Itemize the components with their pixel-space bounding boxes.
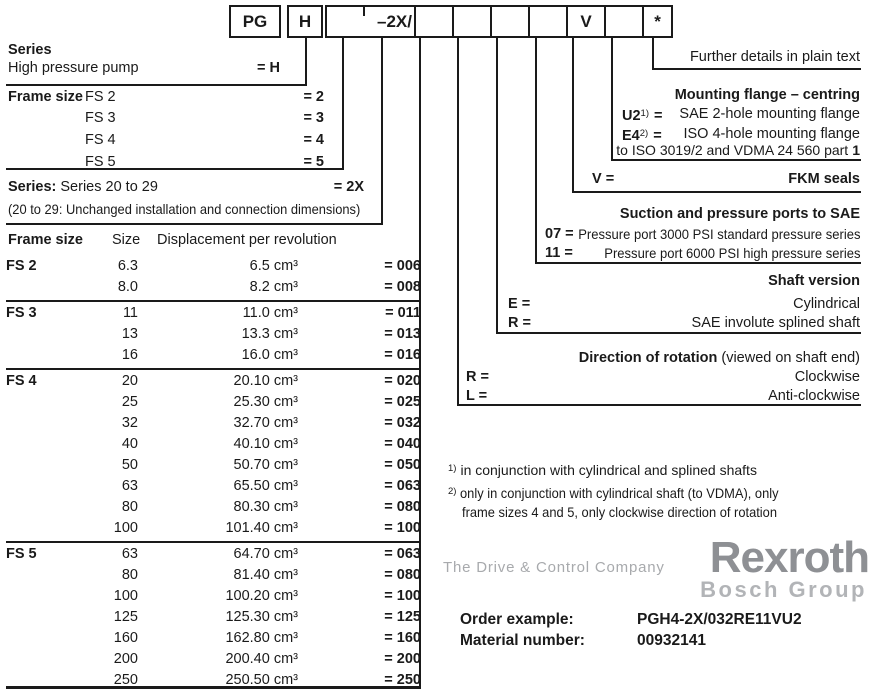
displacement-value: 80.30 cm³ <box>233 499 298 515</box>
displacement-value: 100.20 cm³ <box>225 588 298 604</box>
displacement-row <box>6 371 421 392</box>
displacement-value: 16.0 cm³ <box>241 347 298 363</box>
frame-size-label: FS 4 <box>85 132 116 148</box>
frame-size-value: = 4 <box>303 132 324 148</box>
displacement-value: 162.80 cm³ <box>225 630 298 646</box>
series-2x-note: (20 to 29: Unchanged installation and connection dimensions) <box>8 201 361 217</box>
rotation-code-r: R = <box>466 369 489 385</box>
code-value: = 080 <box>384 567 421 583</box>
table-header-frame: Frame size <box>8 232 83 248</box>
size-value: 100 <box>113 588 138 604</box>
tagline: The Drive & Control Company <box>443 559 665 576</box>
size-value: 125 <box>113 609 138 625</box>
size-value: 8.0 <box>117 279 138 295</box>
mounting-code-u2: $U2^{1)}$ = <box>622 108 663 124</box>
code-value: = 160 <box>384 630 421 646</box>
displacement-row <box>6 413 421 434</box>
displacement-row <box>6 345 421 366</box>
table-header-size: Size <box>112 232 141 248</box>
riser-series-2x <box>381 38 383 225</box>
series-label: High pressure pump <box>8 60 139 76</box>
displacement-row <box>6 392 421 413</box>
code-value: = 063 <box>384 478 421 494</box>
series-value: = H <box>257 60 280 76</box>
displacement-value: 65.50 cm³ <box>233 478 298 494</box>
displacement-value: 101.40 cm³ <box>225 520 298 536</box>
code-value: = 011 <box>385 305 421 321</box>
code-cell-v: V <box>580 12 592 31</box>
size-value: 160 <box>113 630 138 646</box>
displacement-value: 125.30 cm³ <box>225 609 298 625</box>
displacement-row <box>6 497 421 518</box>
cell-divider <box>490 7 492 36</box>
displacement-value: 32.70 cm³ <box>233 415 298 431</box>
code-value: = 200 <box>384 651 421 667</box>
displacement-value: 20.10 cm³ <box>233 373 298 389</box>
code-value: = 100 <box>384 520 421 536</box>
size-value: 50 <box>121 457 138 473</box>
code-value: = 080 <box>384 499 421 515</box>
displacement-value: 64.70 cm³ <box>233 546 298 562</box>
code-value: = 250 <box>384 672 421 688</box>
further-details-label: Further details in plain text <box>689 49 860 65</box>
material-number-label: Material number: <box>460 632 585 649</box>
displacement-row <box>6 518 421 539</box>
code-value: = 040 <box>384 436 421 452</box>
cell-divider <box>604 7 606 36</box>
displacement-value: 250.50 cm³ <box>225 672 298 688</box>
code-value: = 032 <box>384 415 421 431</box>
size-value: 13 <box>121 326 138 342</box>
displacement-row <box>6 544 421 565</box>
riser-rotation <box>457 38 459 406</box>
size-value: 25 <box>121 394 138 410</box>
frame-size-value: = 3 <box>303 110 324 126</box>
rotation-code-l: L = <box>466 388 488 404</box>
displacement-row <box>6 303 421 324</box>
size-value: 40 <box>121 436 138 452</box>
rotation-desc-l: Anti-clockwise <box>768 388 860 404</box>
rexroth-logo: Rexroth <box>709 533 869 582</box>
riser-frame-size <box>342 38 344 170</box>
footnote-2-line2: frame sizes 4 and 5, only clockwise direction of rotation <box>462 504 777 520</box>
code-value: = 006 <box>384 258 421 274</box>
displacement-value: 81.40 cm³ <box>233 567 298 583</box>
riser-further-details <box>652 38 654 70</box>
code-value: = 100 <box>384 588 421 604</box>
code-value: = 013 <box>384 326 421 342</box>
footnote-1: $^{1)}$ in conjunction with cylindrical and splined shafts <box>448 462 757 478</box>
rotation-desc-r: Clockwise <box>794 369 860 385</box>
mounting-note: to ISO 3019/2 and VDMA 24 560 part 1 <box>616 142 860 158</box>
size-value: 80 <box>121 567 138 583</box>
footnote-2: $^{2)}$ only in conjunction with cylindrical shaft (to VDMA), only <box>448 485 780 501</box>
displacement-table-body <box>6 256 421 691</box>
displacement-row <box>6 607 421 628</box>
bracket-further-details <box>652 68 861 70</box>
table-header-disp: Displacement per revolution <box>157 232 337 248</box>
displacement-row <box>6 628 421 649</box>
series-2x-row <box>8 177 158 197</box>
frame-label: FS 2 <box>6 258 37 274</box>
displacement-row <box>6 277 421 298</box>
ports-code-11: 11 = <box>545 245 573 261</box>
displacement-value: 11.0 cm³ <box>242 305 298 321</box>
series-2x-value: = 2X <box>333 179 364 195</box>
displacement-value: 8.2 cm³ <box>249 279 298 295</box>
ports-desc-11: Pressure port 6000 PSI high pressure series <box>603 245 860 261</box>
code-box-h: H <box>287 5 323 38</box>
frame-size-value: = 2 <box>303 89 324 105</box>
table-group-divider <box>6 541 421 543</box>
bracket-series-2x <box>6 223 383 225</box>
code-value: = 025 <box>384 394 421 410</box>
displacement-row <box>6 565 421 586</box>
rotation-title: Direction of rotation (viewed on shaft end) <box>578 350 860 366</box>
frame-label: FS 5 <box>6 546 37 562</box>
shaft-desc-e: Cylindrical <box>793 296 860 312</box>
displacement-value: 200.40 cm³ <box>225 651 298 667</box>
cell-divider <box>528 7 530 36</box>
riser-shaft <box>496 38 498 334</box>
code-value: = 063 <box>384 546 421 562</box>
displacement-value: 25.30 cm³ <box>233 394 298 410</box>
bracket-series <box>6 84 307 86</box>
frame-size-label: FS 5 <box>85 154 116 170</box>
size-value: 250 <box>113 672 138 688</box>
series-2x-title: Series: <box>8 179 57 195</box>
mounting-title: Mounting flange – centring <box>674 87 860 103</box>
ports-code-07: 07 = <box>545 226 574 242</box>
code-box-pg: PG <box>229 5 281 38</box>
displacement-row <box>6 455 421 476</box>
mounting-desc-e4: ISO 4-hole mounting flange <box>683 126 860 142</box>
displacement-row <box>6 434 421 455</box>
frame-size-label: FS 3 <box>85 110 116 126</box>
displacement-value: 40.10 cm³ <box>233 436 298 452</box>
displacement-row <box>6 324 421 345</box>
cell-divider <box>452 7 454 36</box>
displacement-row <box>6 670 421 691</box>
riser-ports <box>535 38 537 264</box>
code-value: = 125 <box>384 609 421 625</box>
code-value: = 008 <box>384 279 421 295</box>
size-value: 20 <box>121 373 138 389</box>
ports-title: Suction and pressure ports to SAE <box>619 206 860 222</box>
displacement-value: 6.5 cm³ <box>249 258 298 274</box>
riser-seals <box>572 38 574 193</box>
size-value: 63 <box>121 546 138 562</box>
size-value: 200 <box>113 651 138 667</box>
size-value: 80 <box>121 499 138 515</box>
displacement-row <box>6 649 421 670</box>
seals-desc: FKM seals <box>788 171 860 187</box>
size-value: 6.3 <box>117 258 138 274</box>
shaft-code-e: E = <box>508 296 531 312</box>
ports-desc-07: Pressure port 3000 PSI standard pressure series <box>577 226 860 242</box>
series-title: Series <box>8 42 52 58</box>
series-2x-label: Series 20 to 29 <box>60 179 158 195</box>
displacement-row <box>6 256 421 277</box>
code-box-row <box>325 5 673 38</box>
riser-series <box>305 38 307 86</box>
material-number-value: 00932141 <box>637 632 706 649</box>
size-value: 11 <box>122 305 138 321</box>
bracket-frame-size <box>6 168 344 170</box>
size-value: 63 <box>121 478 138 494</box>
riser-mounting <box>611 38 613 161</box>
table-group-divider <box>6 300 421 302</box>
code-value: = 020 <box>384 373 421 389</box>
mounting-code-e4: $E4^{2)}$ = <box>622 128 662 144</box>
displacement-value: 50.70 cm³ <box>233 457 298 473</box>
code-cell-2x: –2X/ <box>377 12 412 31</box>
table-group-divider <box>6 368 421 370</box>
size-value: 16 <box>121 347 138 363</box>
code-value: = 016 <box>384 347 421 363</box>
cell-divider <box>414 7 416 36</box>
mounting-desc-u2: SAE 2-hole mounting flange <box>679 106 860 122</box>
shaft-title: Shaft version <box>768 273 860 289</box>
frame-label: FS 4 <box>6 373 37 389</box>
bosch-group-logo: Bosch Group <box>700 577 867 602</box>
frame-size-label: FS 2 <box>85 89 116 105</box>
shaft-desc-r: SAE involute splined shaft <box>691 315 860 331</box>
displacement-row <box>6 586 421 607</box>
displacement-row <box>6 476 421 497</box>
bracket-seals <box>572 191 861 193</box>
shaft-code-r: R = <box>508 315 531 331</box>
code-value: = 050 <box>384 457 421 473</box>
frame-size-value: = 5 <box>303 154 324 170</box>
code-cell-star: * <box>654 12 661 31</box>
frame-label: FS 3 <box>6 305 37 321</box>
seals-code: V = <box>592 171 615 187</box>
order-example-value: PGH4-2X/032RE11VU2 <box>637 611 802 628</box>
frame-size-title: Frame size <box>8 89 83 105</box>
size-value: 100 <box>113 520 138 536</box>
size-value: 32 <box>121 415 138 431</box>
displacement-value: 13.3 cm³ <box>241 326 298 342</box>
order-example-label: Order example: <box>460 611 574 628</box>
